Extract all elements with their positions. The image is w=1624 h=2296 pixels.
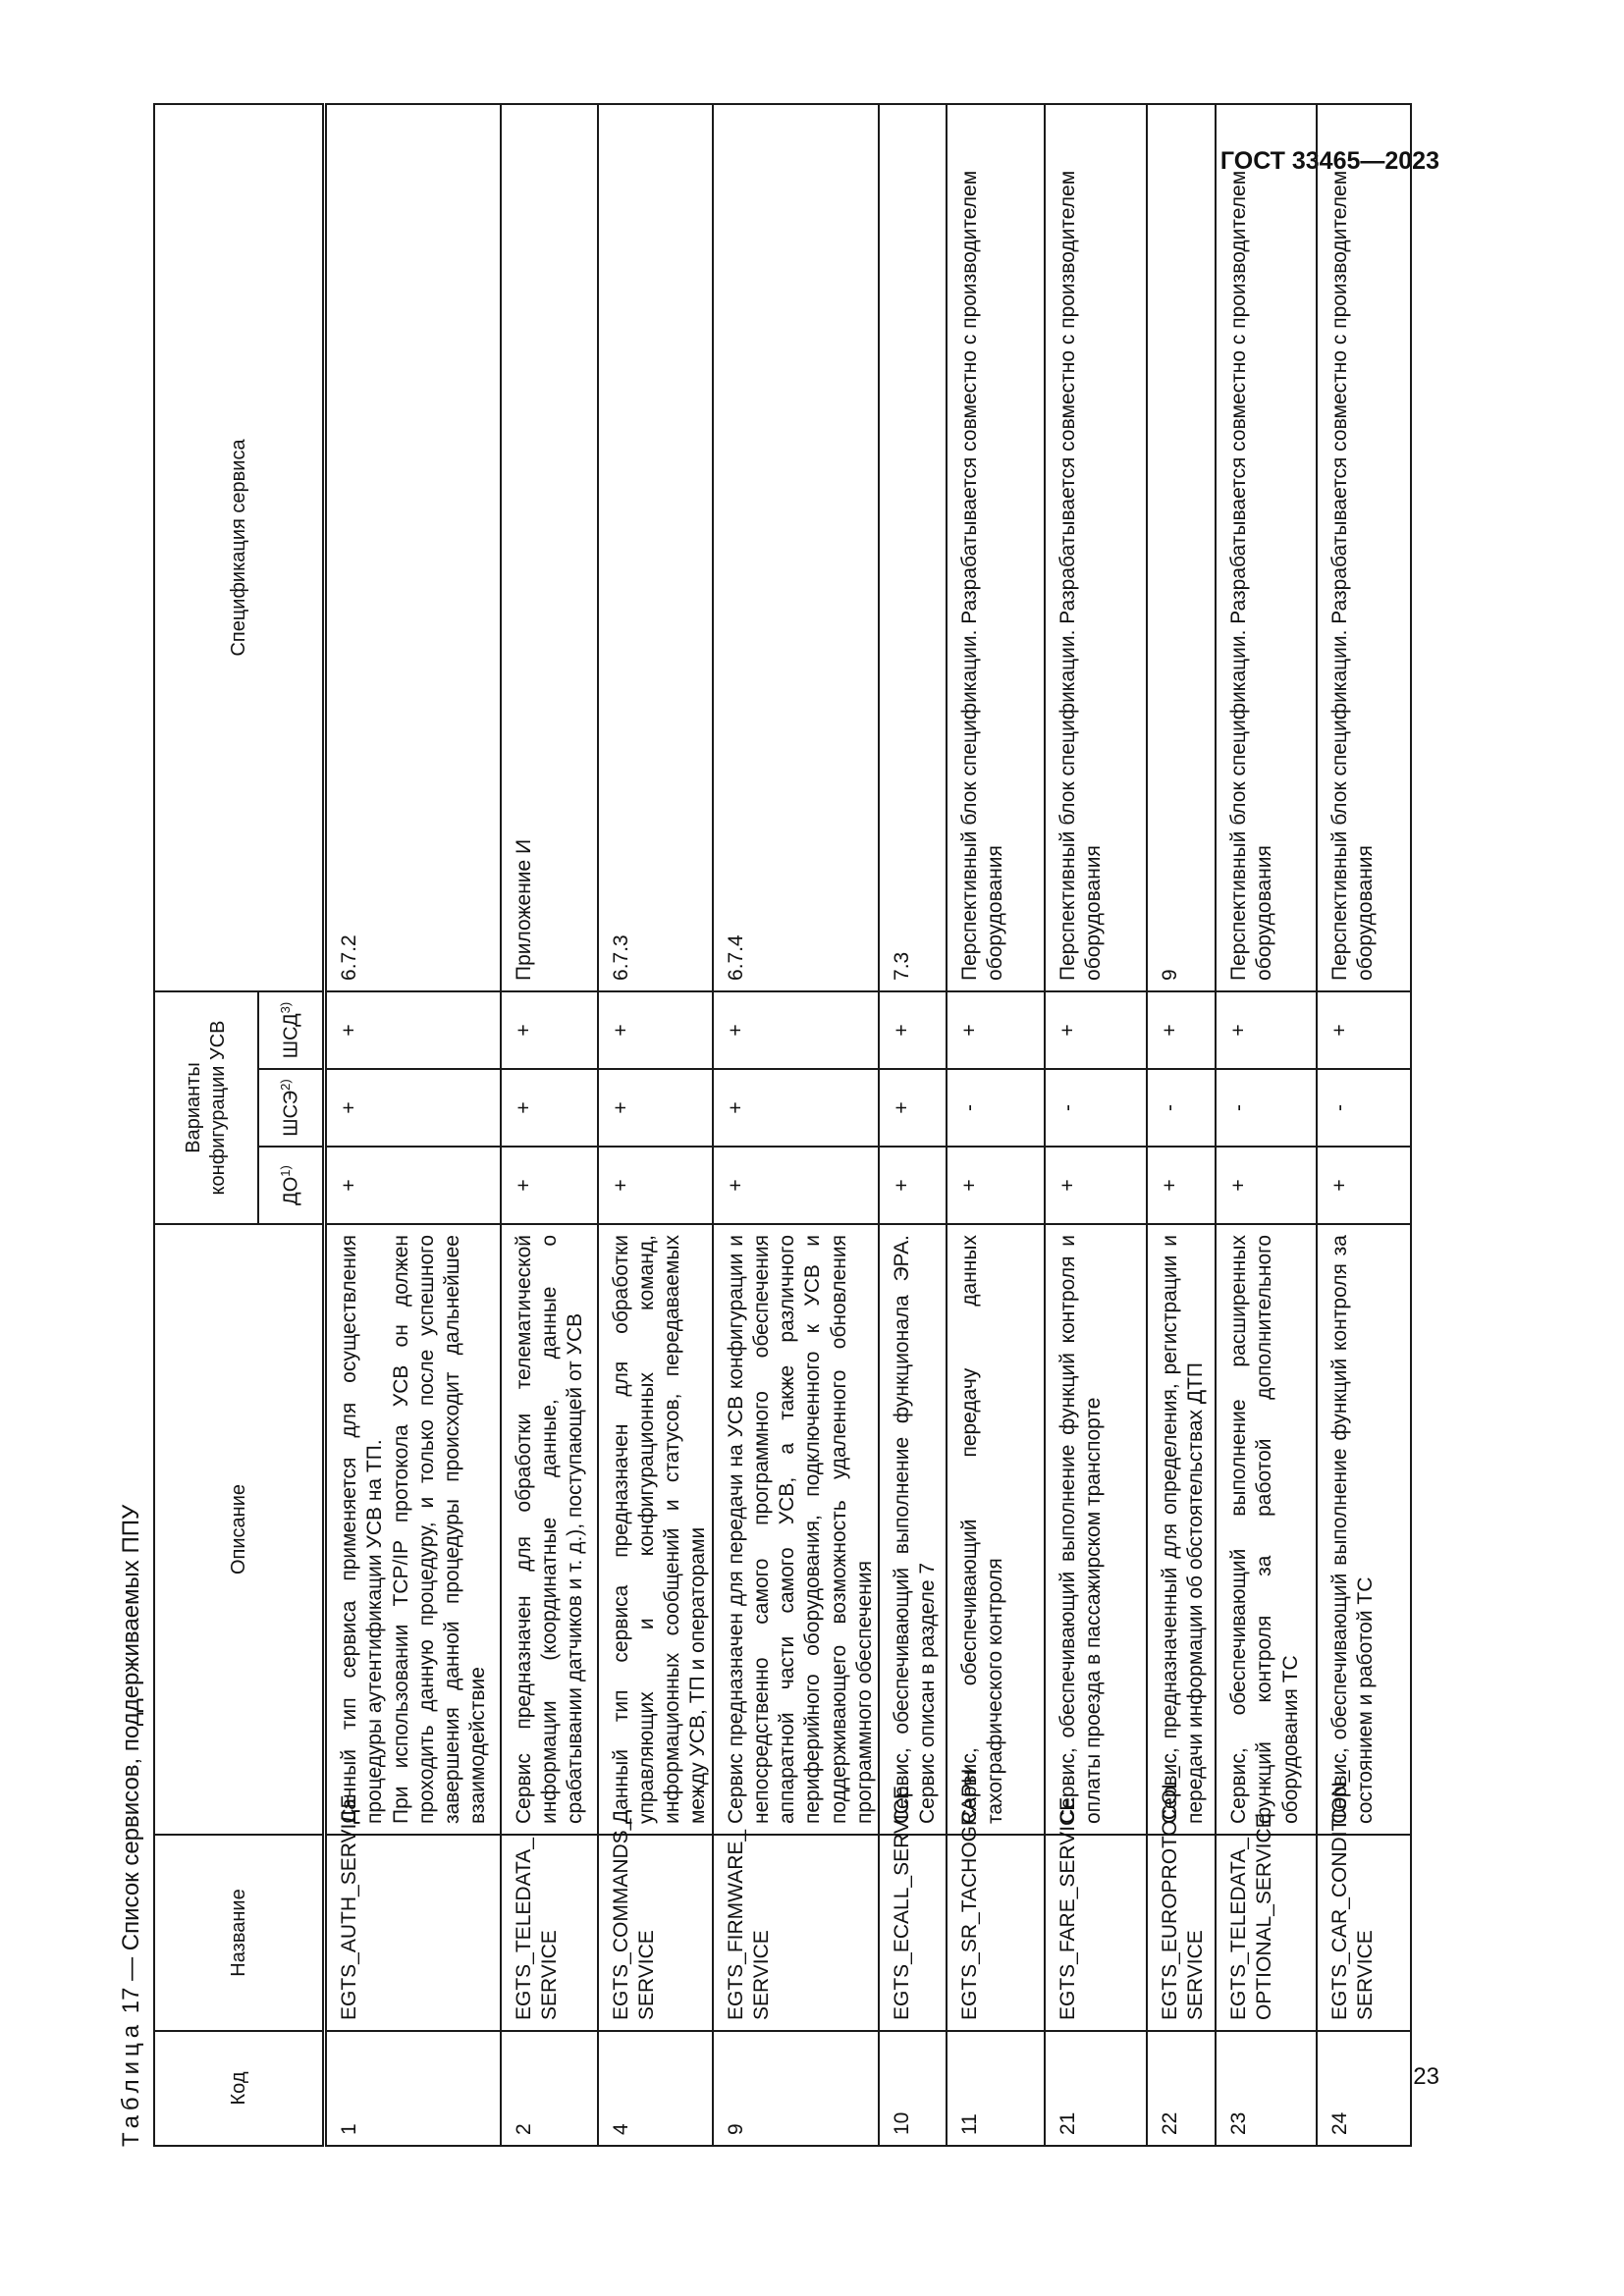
cell-spec: 6.7.4 [713, 104, 880, 991]
header-do [258, 1147, 325, 1224]
cell-do: + [879, 1147, 947, 1224]
cell-code: 11 [947, 2031, 1045, 2146]
cell-shsd: + [1045, 991, 1147, 1069]
cell-shse: - [1317, 1069, 1411, 1147]
cell-name: EGTS_FIRMWARE_ SERVICE [713, 1835, 880, 2031]
cell-name: EGTS_AUTH_SERVICE [325, 1835, 501, 2031]
cell-code: 2 [501, 2031, 598, 2146]
cell-name: EGTS_COMMANDS_ SERVICE [598, 1835, 713, 2031]
cell-shsd: + [1147, 991, 1216, 1069]
description-line: При использовании TCP/IP протокола УСВ он должен проходить данную процедуру, и только после успешного завершения данной процедуры происходит дальнейшее взаимодействие [389, 1235, 490, 1824]
cell-code: 24 [1317, 2031, 1411, 2146]
cell-shse: - [947, 1069, 1045, 1147]
cell-description: Сервис предназначен для передачи на УСВ конфигурации и непосредственно самого программного обеспечения аппаратной части самого УСВ, а также различного периферийного оборудования, подключенного к УСВ и поддерживающего возможность удаленного обновления программного обеспечения [713, 1224, 880, 1835]
cell-shsd: + [947, 991, 1045, 1069]
table-row [325, 104, 501, 2146]
header-shsd-label: ШСД [280, 1013, 302, 1059]
description-line: Данный тип сервиса применяется для осуществления процедуры аутентификации УСВ на ТП. [338, 1235, 387, 1824]
cell-shsd: + [598, 991, 713, 1069]
cell-spec: Приложение И [501, 104, 598, 991]
cell-shse: - [1045, 1069, 1147, 1147]
page-number: 23 [1413, 2063, 1439, 2090]
cell-code: 9 [713, 2031, 880, 2146]
cell-description: Данный тип сервиса предназначен для обработки управляющих и конфигурационных команд, информационных сообщений и статусов, передаваемых между УСВ, ТП и операторами [598, 1224, 713, 1835]
cell-code: 4 [598, 2031, 713, 2146]
header-shse-label: ШСЭ [280, 1090, 302, 1137]
header-shse [258, 1069, 325, 1147]
cell-name: EGTS_CAR_CONDITION_ SERVICE [1317, 1835, 1411, 2031]
header-code: Код [154, 2031, 325, 2146]
header-do-label: ДО [280, 1176, 302, 1205]
cell-spec: 6.7.2 [325, 104, 501, 991]
cell-name: EGTS_TELEDATA_ OPTIONAL_SERVICE [1216, 1835, 1317, 2031]
cell-shse: - [1147, 1069, 1216, 1147]
cell-spec: Перспективный блок спецификации. Разрабатывается совместно с производителем оборудования [947, 104, 1045, 991]
cell-shse: + [325, 1069, 501, 1147]
cell-do: + [1147, 1147, 1216, 1224]
header-name: Название [154, 1835, 325, 2031]
header-variants: Варианты конфигурации УСВ [154, 991, 258, 1224]
table-row [501, 104, 598, 2146]
cell-do: + [1216, 1147, 1317, 1224]
cell-description [325, 1224, 501, 1835]
cell-description: Сервис, обеспечивающий передачу данных тахографического контроля [947, 1224, 1045, 1835]
header-row [154, 104, 258, 2146]
cell-spec: Перспективный блок спецификации. Разрабатывается совместно с производителем оборудования [1317, 104, 1411, 991]
header-shsd [258, 991, 325, 1069]
cell-name: EGTS_TELEDATA_ SERVICE [501, 1835, 598, 2031]
cell-shse: + [713, 1069, 880, 1147]
table-row [1045, 104, 1147, 2146]
cell-shsd: + [325, 991, 501, 1069]
cell-code: 21 [1045, 2031, 1147, 2146]
cell-shse: + [879, 1069, 947, 1147]
caption-text: 17 — Список сервисов, поддерживаемых ППУ [118, 1504, 144, 2014]
cell-description: Сервис, предназначенный для определения, регистрации и передачи информации об обстоятельствах ДТП [1147, 1224, 1216, 1835]
header-do-footnote: 1) [277, 1165, 293, 1177]
cell-description: Сервис, обеспечивающий выполнение функционала ЭРА. Сервис описан в разделе 7 [879, 1224, 947, 1835]
cell-do: + [325, 1147, 501, 1224]
cell-shsd: + [713, 991, 880, 1069]
table-caption [118, 1505, 145, 2147]
cell-spec: 6.7.3 [598, 104, 713, 991]
cell-name: EGTS_ECALL_SERVICE [879, 1835, 947, 2031]
header-shsd-footnote: 3) [277, 1001, 293, 1014]
cell-do: + [501, 1147, 598, 1224]
cell-shsd: + [501, 991, 598, 1069]
caption-label: Таблица [118, 2019, 144, 2147]
cell-do: + [713, 1147, 880, 1224]
cell-name: EGTS_EUROPROTOCOL_ SERVICE [1147, 1835, 1216, 2031]
table-row [947, 104, 1045, 2146]
cell-shsd: + [879, 991, 947, 1069]
rotated-table-block [118, 105, 1378, 2147]
cell-spec: 7.3 [879, 104, 947, 991]
table-row [879, 104, 947, 2146]
cell-do: + [947, 1147, 1045, 1224]
cell-code: 23 [1216, 2031, 1317, 2146]
cell-description: Сервис, обеспечивающий выполнение функций контроля и оплаты проезда в пассажирском транспорте [1045, 1224, 1147, 1835]
cell-spec: Перспективный блок спецификации. Разрабатывается совместно с производителем оборудования [1045, 104, 1147, 991]
table-row [598, 104, 713, 2146]
cell-name: EGTS_FARE_SERVICE [1045, 1835, 1147, 2031]
table-row [1216, 104, 1317, 2146]
cell-shse: + [598, 1069, 713, 1147]
cell-code: 22 [1147, 2031, 1216, 2146]
header-shse-footnote: 2) [277, 1079, 293, 1091]
cell-shsd: + [1317, 991, 1411, 1069]
cell-code: 10 [879, 2031, 947, 2146]
services-table [153, 103, 1412, 2147]
cell-description: Сервис, обеспечивающий выполнение функций контроля за состоянием и работой ТС [1317, 1224, 1411, 1835]
table-row [713, 104, 880, 2146]
cell-shsd: + [1216, 991, 1317, 1069]
table-row [1317, 104, 1411, 2146]
cell-shse: - [1216, 1069, 1317, 1147]
cell-do: + [1045, 1147, 1147, 1224]
cell-name: EGTS_SR_TACHOGRAPH [947, 1835, 1045, 2031]
table-row [1147, 104, 1216, 2146]
document-code: ГОСТ 33465—2023 [1219, 147, 1439, 175]
cell-description: Сервис предназначен для обработки телематической информации (координатные данные, данные о срабатывании датчиков и т. д.), поступающей от УСВ [501, 1224, 598, 1835]
cell-do: + [598, 1147, 713, 1224]
cell-description: Сервис, обеспечивающий выполнение расширенных функций контроля за работой дополнительного оборудования ТС [1216, 1224, 1317, 1835]
cell-do: + [1317, 1147, 1411, 1224]
cell-code: 1 [325, 2031, 501, 2146]
header-description: Описание [154, 1224, 325, 1835]
cell-spec: Перспективный блок спецификации. Разрабатывается совместно с производителем оборудования [1216, 104, 1317, 991]
header-spec: Спецификация сервиса [154, 104, 325, 991]
cell-shse: + [501, 1069, 598, 1147]
cell-spec: 9 [1147, 104, 1216, 991]
